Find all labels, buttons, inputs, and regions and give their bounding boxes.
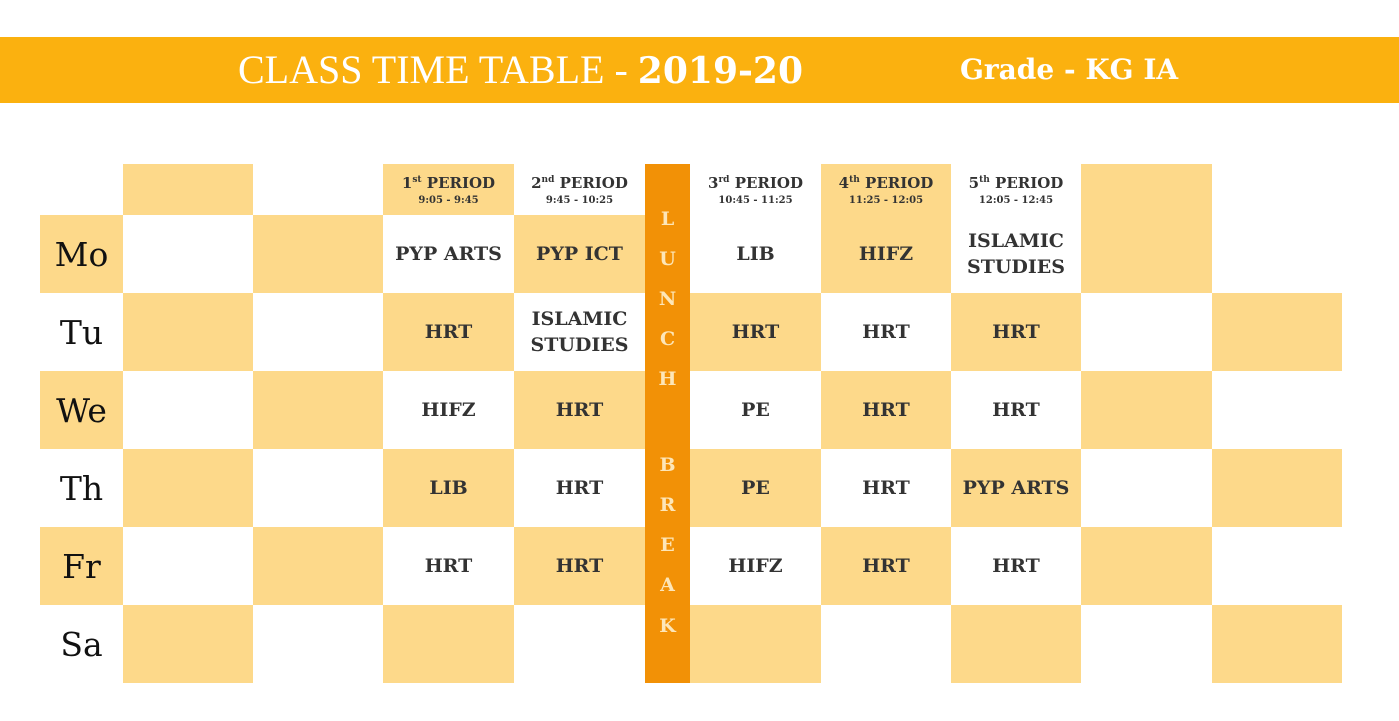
subject-cell <box>383 605 514 683</box>
lunch-break-letter: L <box>660 208 675 230</box>
table-cell <box>253 215 383 293</box>
subject-cell: HRT <box>514 371 645 449</box>
day-label: We <box>40 371 123 449</box>
period-label <box>402 171 495 192</box>
period-ordinal-suffix: rd <box>718 175 730 185</box>
subject-cell: HRT <box>992 555 1040 577</box>
period-word: PERIOD <box>421 174 496 192</box>
table-cell <box>1212 215 1342 293</box>
title-text: CLASS TIME TABLE - <box>238 47 638 92</box>
subject-cell: ISLAMIC STUDIES <box>530 308 629 356</box>
subject-cell: HRT <box>690 293 821 371</box>
period-word: PERIOD <box>729 174 803 192</box>
subject-cell: LIB <box>736 243 775 265</box>
period-ordinal-suffix: nd <box>541 175 555 185</box>
subject-cell: HRT <box>821 527 951 605</box>
subject-cell: PYP ICT <box>514 215 645 293</box>
table-cell <box>253 449 383 527</box>
subject-cell <box>690 605 821 683</box>
subject-cell: HIFZ <box>728 555 783 577</box>
table-cell <box>123 293 253 371</box>
period-label <box>839 171 934 192</box>
table-cell <box>1081 527 1212 605</box>
subject-cell: LIB <box>383 449 514 527</box>
period-word: PERIOD <box>989 174 1064 192</box>
period-number: 4 <box>838 174 850 192</box>
lunch-break-letter: A <box>660 574 675 596</box>
lunch-break-bar <box>645 164 690 683</box>
grade-label: Grade - KG IA <box>960 53 1179 86</box>
subject-cell: HRT <box>951 293 1081 371</box>
table-cell <box>1212 605 1342 683</box>
period-label <box>708 171 803 192</box>
subject-cell: HRT <box>862 477 910 499</box>
subject-cell: HRT <box>992 399 1040 421</box>
table-cell <box>253 371 383 449</box>
period-header <box>951 164 1081 215</box>
table-cell <box>1212 449 1342 527</box>
subject-cell: HRT <box>821 371 951 449</box>
subject-cell: PE <box>690 449 821 527</box>
subject-cell: HIFZ <box>821 215 951 293</box>
period-header <box>821 164 951 215</box>
lunch-break-letter: U <box>659 248 676 270</box>
subject-cell: HRT <box>555 477 604 499</box>
table-cell <box>123 449 253 527</box>
table-cell <box>123 605 253 683</box>
day-label: Th <box>59 468 104 508</box>
table-cell <box>123 215 253 293</box>
lunch-break-letter: R <box>659 494 676 516</box>
period-number: 3 <box>708 174 719 192</box>
period-ordinal-suffix: st <box>412 175 422 185</box>
period-header <box>383 164 514 215</box>
table-cell <box>1081 293 1212 371</box>
table-cell <box>1212 527 1342 605</box>
period-ordinal-suffix: th <box>979 175 990 185</box>
table-cell <box>1212 293 1342 371</box>
table-cell <box>1081 605 1212 683</box>
subject-cell: ISLAMIC STUDIES <box>967 230 1065 278</box>
period-time: 9:05 - 9:45 <box>418 195 479 206</box>
lunch-break-letter: K <box>659 615 676 637</box>
header-shade-block <box>1081 164 1212 215</box>
subject-cell <box>514 605 645 683</box>
period-time: 11:25 - 12:05 <box>848 195 924 206</box>
subject-cell: HRT <box>862 321 910 343</box>
day-label: Tu <box>59 312 104 352</box>
subject-cell <box>821 605 951 683</box>
subject-cell: HIFZ <box>421 399 476 421</box>
lunch-break-letter: E <box>660 534 675 556</box>
period-ordinal-suffix: th <box>849 175 860 185</box>
table-cell <box>1081 371 1212 449</box>
table-cell <box>253 527 383 605</box>
header-shade-block <box>123 164 253 215</box>
period-word: PERIOD <box>554 174 628 192</box>
period-label <box>969 171 1064 192</box>
table-cell <box>123 527 253 605</box>
table-cell <box>1081 215 1212 293</box>
period-time: 9:45 - 10:25 <box>545 195 614 206</box>
subject-cell: HRT <box>424 555 473 577</box>
table-cell <box>253 605 383 683</box>
day-label: Sa <box>60 624 103 664</box>
period-number: 2 <box>531 174 542 192</box>
table-cell <box>1212 371 1342 449</box>
period-number: 1 <box>401 174 413 192</box>
page-title <box>238 37 803 103</box>
subject-cell <box>951 605 1081 683</box>
subject-cell: PE <box>741 399 770 421</box>
period-label <box>531 171 628 192</box>
lunch-break-letter: N <box>658 288 677 310</box>
period-header <box>514 164 645 215</box>
subject-cell: HRT <box>383 293 514 371</box>
lunch-break-letter: B <box>659 454 676 476</box>
table-cell <box>253 293 383 371</box>
period-time: 12:05 - 12:45 <box>978 195 1054 206</box>
period-header <box>690 164 821 215</box>
day-label: Mo <box>40 215 123 293</box>
subject-cell: PYP ARTS <box>395 243 502 265</box>
lunch-break-letter: C <box>659 328 676 350</box>
period-time: 10:45 - 11:25 <box>718 195 793 206</box>
day-label: Fr <box>40 527 123 605</box>
table-cell <box>1081 449 1212 527</box>
table-cell <box>123 371 253 449</box>
lunch-break-letter: H <box>658 368 677 390</box>
academic-year: 2019-20 <box>637 50 804 92</box>
period-word: PERIOD <box>859 174 934 192</box>
period-number: 5 <box>968 174 980 192</box>
subject-cell: HRT <box>514 527 645 605</box>
header-banner <box>0 37 1399 103</box>
subject-cell: PYP ARTS <box>951 449 1081 527</box>
